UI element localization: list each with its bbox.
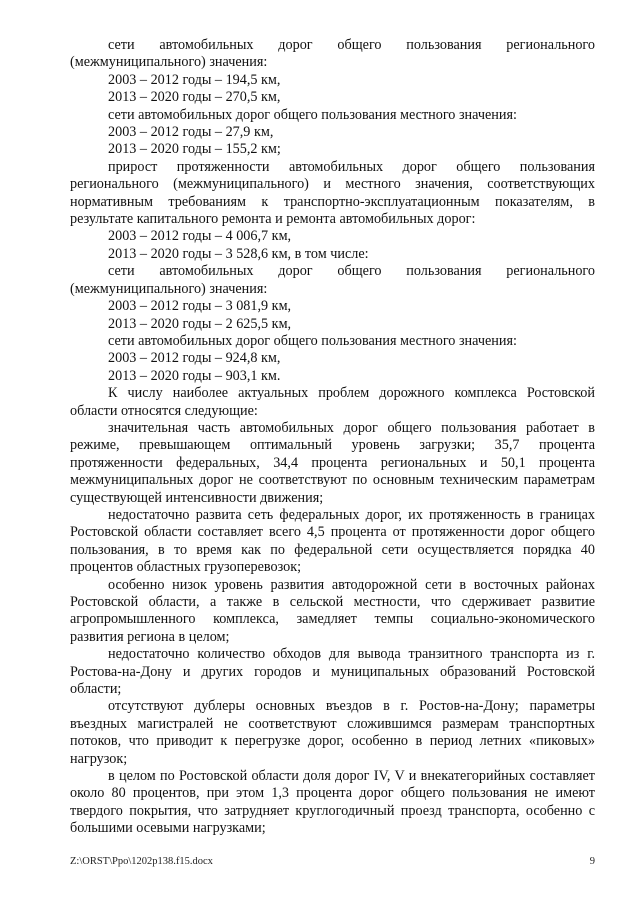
paragraph: 2013 – 2020 годы – 270,5 км, xyxy=(108,89,281,106)
paragraph: недостаточно количество обходов для вывода транзитного транспорта из г. Ростова-на-Дону и других городов и муниципальных образований Ростовской области; xyxy=(70,646,595,698)
paragraph: К числу наиболее актуальных проблем дорожного комплекса Ростовской области относятся следующие: xyxy=(70,385,595,419)
paragraph: 2013 – 2020 годы – 155,2 км; xyxy=(108,141,281,158)
paragraph: 2013 – 2020 годы – 2 625,5 км, xyxy=(108,315,292,332)
paragraph: сети автомобильных дорог общего пользования регионального (межмуниципального) значения: xyxy=(70,263,595,297)
paragraph: 2013 – 2020 годы – 903,1 км. xyxy=(108,367,281,384)
paragraph: 2003 – 2012 годы – 194,5 км, xyxy=(108,71,281,88)
paragraph: сети автомобильных дорог общего пользования местного значения: xyxy=(108,106,517,123)
paragraph: отсутствуют дублеры основных въездов в г. Ростов-на-Дону; параметры въездных магистралей не соответствуют сложившимся размерам транспортных потоков, что приводит к перегрузке дорог, особенно в период летних «пиковых» нагрузок; xyxy=(70,698,595,767)
paragraph: значительная часть автомобильных дорог общего пользования работает в режиме, превышающем оптимальный уровень загрузки; 35,7 процента протяженности федеральных, 34,4 процента региональных и 50,1 процента межмуниципальных дорог не соответствуют по основным техническим параметрам существующей интенсивности движения; xyxy=(70,419,595,506)
paragraph: сети автомобильных дорог общего пользования местного значения: xyxy=(108,332,517,349)
paragraph: в целом по Ростовской области доля дорог IV, V и внекатегорийных составляет около 80 процентов, при этом 1,3 процента дорог общего пользования не имеют твердого покрытия, что затрудняет круглогодичный проезд транспорта, особенно с большими осевыми нагрузками; xyxy=(70,768,595,837)
paragraph: 2003 – 2012 годы – 27,9 км, xyxy=(108,124,274,141)
paragraph: 2003 – 2012 годы – 3 081,9 км, xyxy=(108,298,292,315)
paragraph: 2003 – 2012 годы – 4 006,7 км, xyxy=(108,228,292,245)
paragraph: особенно низок уровень развития автодорожной сети в восточных районах Ростовской области, а также в сельской местности, что сдерживает развитие агропромышленного комплекса, замедляет темпы социально-экономического развития региона в целом; xyxy=(70,576,595,645)
paragraph: 2003 – 2012 годы – 924,8 км, xyxy=(108,350,281,367)
document-body xyxy=(70,37,595,838)
paragraph: 2013 – 2020 годы – 3 528,6 км, в том числе: xyxy=(108,245,369,262)
paragraph: прирост протяженности автомобильных дорог общего пользования регионального (межмуниципального) и местного значения, соответствующих нормативным требованиям к транспортно-эксплуатационным показателям, в результате капитального ремонта и ремонта автомобильных дорог: xyxy=(70,158,595,228)
paragraph: недостаточно развита сеть федеральных дорог, их протяженность в границах Ростовской области составляет всего 4,5 процента от протяженности дорог общего пользования, в то время как по федеральной сети осуществляется порядка 40 процентов областных грузоперевозок; xyxy=(70,506,595,576)
footer-page-number: 9 xyxy=(589,856,595,867)
paragraph: сети автомобильных дорог общего пользования регионального (межмуниципального) значения: xyxy=(70,37,595,71)
footer-file-path: Z:\ORST\Ppo\1202p138.f15.docx xyxy=(70,856,213,867)
